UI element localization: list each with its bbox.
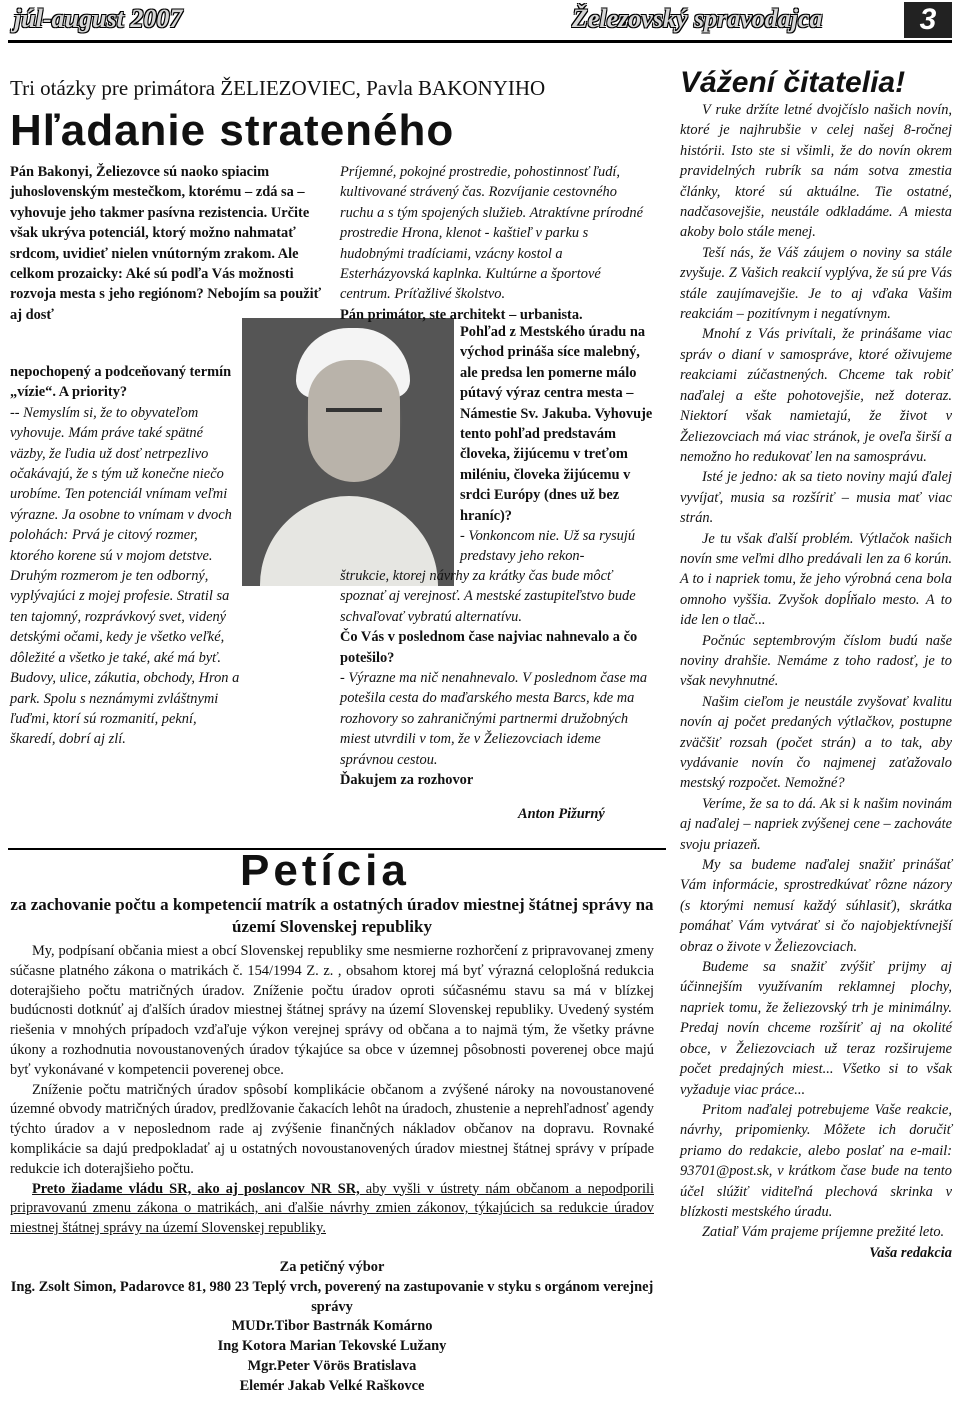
- editorial-paragraph: Teší nás, že Váš záujem o noviny sa stále zvyšuje. Z Vašich reakcií vyplýva, že sú pre Vás stále zaujímavejšie. Je to aj vďaka Vašim reakciám – pozitívnym i negatívnym.: [680, 244, 952, 323]
- petition-demand: [10, 1180, 654, 1239]
- newspaper-title: Železovský spravodajca: [572, 4, 823, 33]
- answer-1-continued: Príjemné, pokojné prostredie, pohostinnosť ľudí, kultivované strávený čas. Rozvíjanie cestovného ruchu a s tým spojených služieb. Atraktívne prírodné prostredie Hrona, klenot - kaštieľ v parku s hudobnými tradíciami, vzácny kostol a Esterházyovská kaplnka. Kultúrne a športové centrum. Príťažlivé školstvo.: [340, 164, 643, 303]
- answer-2-start: - Vonkoncom nie. Už sa rysujú predstavy jeho rekon-: [460, 528, 636, 565]
- petition-committee: [10, 1258, 654, 1397]
- petition-body: [10, 942, 654, 1239]
- editorial-paragraph: Isté je jedno: ak sa tieto noviny majú ďalej vyvíjať, musia sa rozšíriť – musia mať viac strán.: [680, 469, 952, 527]
- question-1-end: nepochopený a podceňovaný termín „vízie“. A priority?: [10, 364, 232, 401]
- committee-member: Elemér Jakab Velké Raškovce: [239, 1377, 425, 1394]
- committee-member: Ing Kotora Marian Tekovské Lužany: [217, 1338, 447, 1355]
- editorial-paragraph: Našim cieľom je neustále zvyšovať kvalitu novín aj počet predaných výtlačkov, postupne zväčšiť rozsah (počet strán) a to tak, aby vydávanie novín čo najmenej zaťažovalo mestský rozpočet. Nemožné?: [680, 693, 952, 792]
- committee-member: MUDr.Tibor Bastrnák Komárno: [231, 1318, 433, 1335]
- editorial-paragraph: Zatiaľ Vám prajeme príjemne prežité leto.: [702, 1224, 945, 1241]
- page-number: 3: [904, 2, 952, 38]
- petition-paragraph: Zníženie počtu matričných úradov spôsobí komplikácie občanom a zvýšené nároky na novoustanovené územné obvody matričných úradov, predlžovanie čakacích lehôt na úradoch, zhustenie a neprehľadnosť agendy týchto úradov a v neposlednom rade aj zvýšenie finančných nákladov občanov na dopravu. Rovnaké komplikácie sa dajú predpokladať aj u ostatných novoustanovených úradov miestnej štátnej správy v prípade redukcie ich doterajšieho počtu.: [10, 1081, 654, 1177]
- article-headline: Hľadanie strateného: [10, 106, 455, 155]
- committee-member: Ing. Zsolt Simon, Padarovce 81, 980 23 Teplý vrch, poverený na zastupovanie v styku s orgánom verejnej správy: [10, 1278, 654, 1315]
- article-column-right-top: [340, 162, 652, 325]
- editorial-signature: Vaša redakcia: [869, 1244, 952, 1261]
- petition-demand-rest: aby vyšli v ústrety nám občanom a nepodporili pripravovanú zmenu zákona o matrikách, ani ďalšie návrhy zmien zákonov, týkajúcich sa redukcie úradov miestnej štátnej správy na území Slovenskej republiky.: [10, 1180, 654, 1237]
- answer-2: štrukcie, ktorej návrhy za krátky čas bude môcť spoznať aj verejnosť. A mestské zastupiteľstvo bude schvaľovať vybratú alternatívu.: [340, 568, 636, 625]
- committee-heading: Za petičný výbor: [279, 1259, 385, 1275]
- article-column-left: [10, 162, 328, 325]
- editorial-paragraph: Budeme sa snažiť zvýšiť prijmy aj účinnejším využívaním reklamnej plochy, napriek tomu, že želiezovský trh je minimálny. Predaj novín chceme rozšíriť aj na okolité obce, v Želiezovciach už teraz rozširujeme počet predajných miest... Všetko si to však vyžaduje viac práce...: [680, 959, 952, 1098]
- answer-3: - Výrazne ma nič nenahnevalo. V poslednom čase ma potešila cesta do maďarského mesta Barcs, kde ma rozhovory so zahraničnými partnermi družobných miest utvrdili v tom, že v Želiezovciach ideme správnou cestou.: [340, 670, 648, 768]
- article-column-photo-side: [460, 322, 654, 567]
- petition-subtitle: za zachovanie počtu a kompetencií matrík a ostatných úradov miestnej štátnej správy na území Slovenskej republiky: [10, 895, 654, 936]
- article-kicker: Tri otázky pre primátora ŽELIEZOVIEC, Pavla BAKONYIHO: [10, 76, 546, 100]
- editorial-paragraph: Mnohí z Vás privítali, že prinášame viac správ o dianí v samospráve, ktoré oživujeme reakciami zúčastnených. Chceme tak robiť naďalej a ešte pohotovejšie, než doteraz. Niektorí však namietajú, že život v Želiezovciach má viac stránok, je oveľa širší a nemožno ho redukovať len na samosprávu.: [680, 326, 952, 465]
- article-column-left-continued: [10, 362, 242, 750]
- petition-demand-lead: Preto žiadame vládu SR, ako aj poslancov NR SR,: [32, 1180, 360, 1197]
- question-2-intro: Pán primátor, ste architekt – urbanista.: [340, 306, 583, 323]
- thanks-line: Ďakujem za rozhovor: [340, 772, 474, 789]
- committee-member: Mgr.Peter Vörös Bratislava: [247, 1357, 417, 1374]
- editorial-body: [680, 100, 952, 1263]
- petition-title: Petícia: [240, 846, 410, 895]
- question-2: Pohľad z Mestského úradu na východ prináša síce malebný, ale predsa len pomerne málo pútavý výraz centra mesta – Námestie Sv. Jakuba. Vyhovuje tento pohľad predstavám človeka, žijúcemu v treťom miléniu, človeka žijúcemu v srdci Európy (dnes už bez hraníc)?: [460, 324, 653, 524]
- editorial-paragraph: My sa budeme naďalej snažiť prinášať Vám informácie, sprostredkúvať rôzne názory (s ktorými nemusí každý súhlasiť), skrátka pomáhať Vám vytvárať si čo najobjektívnejší obraz o živote v Želiezovciach.: [680, 857, 952, 955]
- question-1: Pán Bakonyi, Želiezovce sú naoko spiacim juhoslovenským mestečkom, ktorému – zdá sa – vyhovuje jeho takmer pasívna rezistencia. Určite však ukrýva potenciál, ktorý možno nahmatať srdcom, uvidieť nielen vnútorným zrakom. Ale celkom prozaicky: Aké sú podľa Vás možnosti rozvoja mesta s jeho regiónom? Nebojím sa použiť aj dosť: [10, 164, 322, 323]
- header-divider: [8, 40, 952, 43]
- answer-1: -- Nemyslím si, že to obyvateľom vyhovuje. Mám práve také spätné väzby, že ľudia už dosť netrpezlivo očakávajú, že s tým už konečne niečo urobíme. Ten potenciál vnímam veľmi výrazne. Ja osobne to vnímam v dvoch polohách: Prvá je citový rozmer, ktorého korene sú v mojom detstve. Druhým rozmerom je ten odborný, vyplývajúci z mojej profesie. Stratil sa ten tajomný, rozprávkový svet, videný detskými očami, kedy je všetko veľké, dôležité a všetko je také, aké má byť. Budovy, ulice, zákutia, obchody, Hron a park. Spolu s neznámymi zvláštnymi ľuďmi, ktorí sú rozmanití, pekní, škaredí, dobrí aj zlí.: [10, 404, 240, 748]
- issue-date: júl-august 2007: [14, 4, 183, 33]
- editorial-paragraph: V ruke držíte letné dvojčíslo našich novín, ktoré je najhrubšie v celej našej 8-ročnej histórii. Isto ste si všimli, že do novín okrem pravidelných rubrík sa nám sotva zmestia články, ktoré sú aktuálne. Tie ostatné, nadčasovejšie, neustále odkladáme. A miesta akoby bolo stále menej.: [680, 102, 952, 241]
- article-author: Anton Pižurný: [518, 806, 605, 822]
- editorial-paragraph: Veríme, že sa to dá. Ak si k našim novinám aj naďalej – napriek zvýšenej cene – zachováte svoju priazeň.: [680, 795, 952, 853]
- petition-paragraph: My, podpísaní občania miest a obcí Slovenskej republiky sme nesmierne rozhorčení z pripravovanej zmeny súčasne platného zákona o matrikách č. 154/1994 Z. z. , obsahom ktorej má byť výrazná celoplošná redukcia doterajšieho počtu matričných úradov. Zníženie počtu úradov oproti súčasnému stavu sa má v blízkej budúcnosti dotknúť aj ďalších úradov miestnej štátnej správy na území Slovenskej republiky. Uvedený systém riešenia v mnohých prípadoch vzďaľuje výkon verejnej správy od občana a to najmä tým, že všetky právne úkony a rozhodnutia novoustanovených úradov týkajúce sa obce v územnej pôsobnosti poverenej obce majú byť vykonávané v kompetencii poverenej obce.: [10, 943, 654, 1078]
- editorial-paragraph: Pritom naďalej potrebujeme Vaše reakcie, návrhy, pripomienky. Môžete ich doručiť priamo do redakcie, alebo poslať na e-mail: 93701@post.sk, v krátkom čase bude na tento účel slúžiť viditeľná plechová skrinka v blízkosti mestského úradu.: [680, 1101, 952, 1220]
- mayor-portrait-photo: [242, 318, 454, 586]
- question-3: Čo Vás v poslednom čase najviac nahnevalo a čo potešilo?: [340, 629, 638, 666]
- editorial-paragraph: Počnúc septembrovým číslom budú naše noviny drahšie. Nemáme z toho radosť, je to však nevyhnutné.: [680, 632, 952, 690]
- editorial-paragraph: Je tu však ďalší problém. Výtlačok našich novín sme veľmi dlho predávali len za 6 korún. A to i napriek tomu, že jeho výrobná cena bola omnoho vyššia. Zvyšok dopĺňalo mesto. A to ide len o tlač...: [680, 530, 952, 629]
- article-column-right-bottom: [340, 566, 652, 790]
- editorial-title: Vážení čitatelia!: [680, 66, 906, 99]
